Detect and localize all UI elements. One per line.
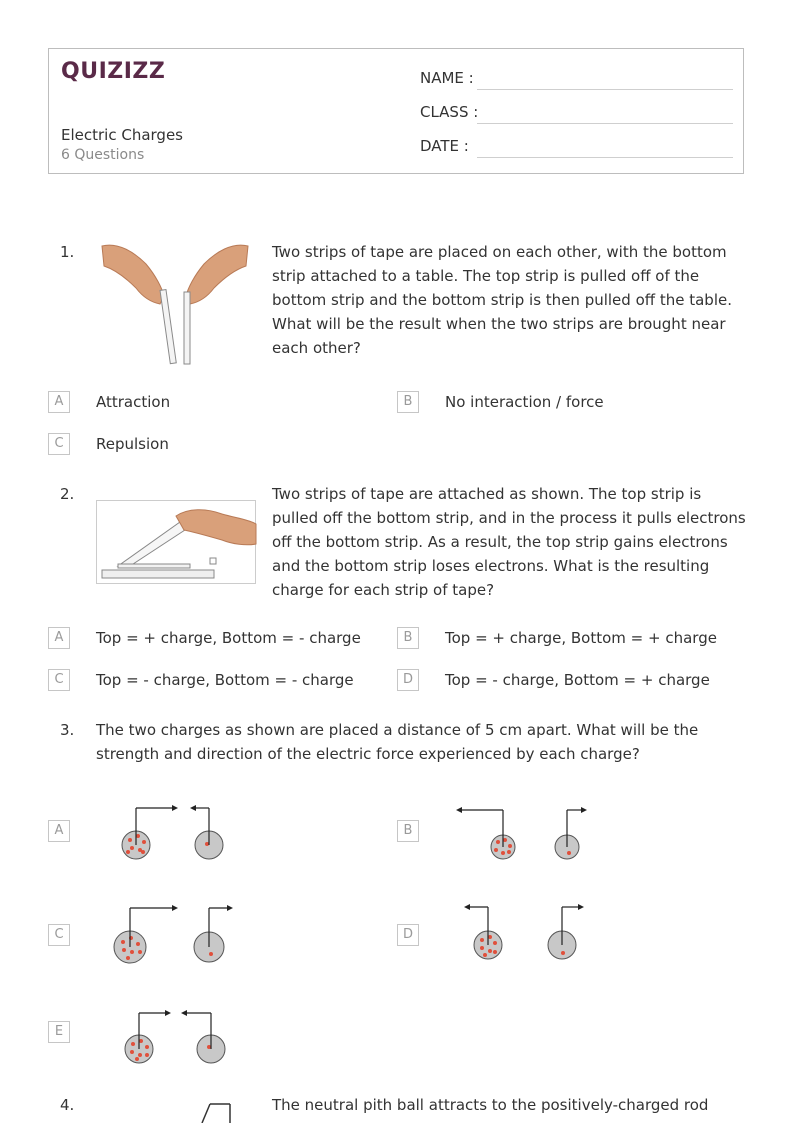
q2-option-b-text[interactable]: Top = + charge, Bottom = + charge	[445, 629, 717, 647]
question-3-text: The two charges as shown are placed a distance of 5 cm apart. What will be the strength and direction of the electric force experienced by each charge?	[96, 721, 699, 763]
name-label: NAME :	[420, 69, 474, 87]
tape-strips-hands-image	[100, 238, 250, 368]
q3-option-a-letter[interactable]: A	[48, 820, 70, 842]
date-field[interactable]	[477, 157, 733, 158]
question-1-text: Two strips of tape are placed on each other, with the bottom strip attached to a table. The top strip is pulled off of the bottom strip and the bottom strip is then pulled off the table. What will be the result when the two strips are brought near each other?	[272, 243, 732, 357]
question-2-number: 2.	[60, 485, 75, 503]
q2-option-c-text[interactable]: Top = - charge, Bottom = - charge	[96, 671, 354, 689]
name-field[interactable]	[477, 89, 733, 90]
q3-option-b-charges-diagram[interactable]	[450, 800, 590, 865]
q2-option-d-letter[interactable]: D	[397, 669, 419, 691]
class-field[interactable]	[477, 123, 733, 124]
class-label: CLASS :	[420, 103, 479, 121]
charged-rod-pith-ball-image	[198, 1100, 238, 1123]
q1-option-a-letter[interactable]: A	[48, 391, 70, 413]
question-3-number: 3.	[60, 721, 75, 739]
quizizz-logo: QUIZIZZ	[61, 59, 166, 84]
q1-option-b-letter[interactable]: B	[397, 391, 419, 413]
q3-option-e-letter[interactable]: E	[48, 1021, 70, 1043]
q1-option-c-text[interactable]: Repulsion	[96, 435, 169, 453]
tape-on-table-image	[96, 500, 256, 584]
q2-option-a-letter[interactable]: A	[48, 627, 70, 649]
q2-option-b-letter[interactable]: B	[397, 627, 419, 649]
q3-option-a-charges-diagram[interactable]	[110, 800, 240, 865]
q2-option-a-text[interactable]: Top = + charge, Bottom = - charge	[96, 629, 361, 647]
q3-option-c-charges-diagram[interactable]	[110, 900, 240, 966]
date-label: DATE :	[420, 137, 469, 155]
q1-option-a-text[interactable]: Attraction	[96, 393, 171, 411]
question-count: 6 Questions	[61, 147, 145, 163]
q2-option-d-text[interactable]: Top = - charge, Bottom = + charge	[445, 671, 710, 689]
worksheet-header	[48, 48, 744, 174]
question-4-number: 4.	[60, 1096, 75, 1114]
q3-option-d-charges-diagram[interactable]	[460, 900, 590, 966]
q3-option-e-charges-diagram[interactable]	[115, 1005, 235, 1067]
q3-option-c-letter[interactable]: C	[48, 924, 70, 946]
q3-option-d-letter[interactable]: D	[397, 924, 419, 946]
question-1-number: 1.	[60, 243, 75, 261]
worksheet-title: Electric Charges	[61, 126, 183, 144]
question-2-text: Two strips of tape are attached as shown. The top strip is pulled off the bottom strip, and in the process it pulls electrons off the bottom strip. As a result, the top strip gains electrons and the bottom strip loses electrons. What is the resulting charge for each strip of tape?	[272, 485, 746, 599]
q1-option-b-text[interactable]: No interaction / force	[445, 393, 604, 411]
q1-option-c-letter[interactable]: C	[48, 433, 70, 455]
question-4-text: The neutral pith ball attracts to the positively-charged rod	[272, 1096, 709, 1114]
q3-option-b-letter[interactable]: B	[397, 820, 419, 842]
q2-option-c-letter[interactable]: C	[48, 669, 70, 691]
